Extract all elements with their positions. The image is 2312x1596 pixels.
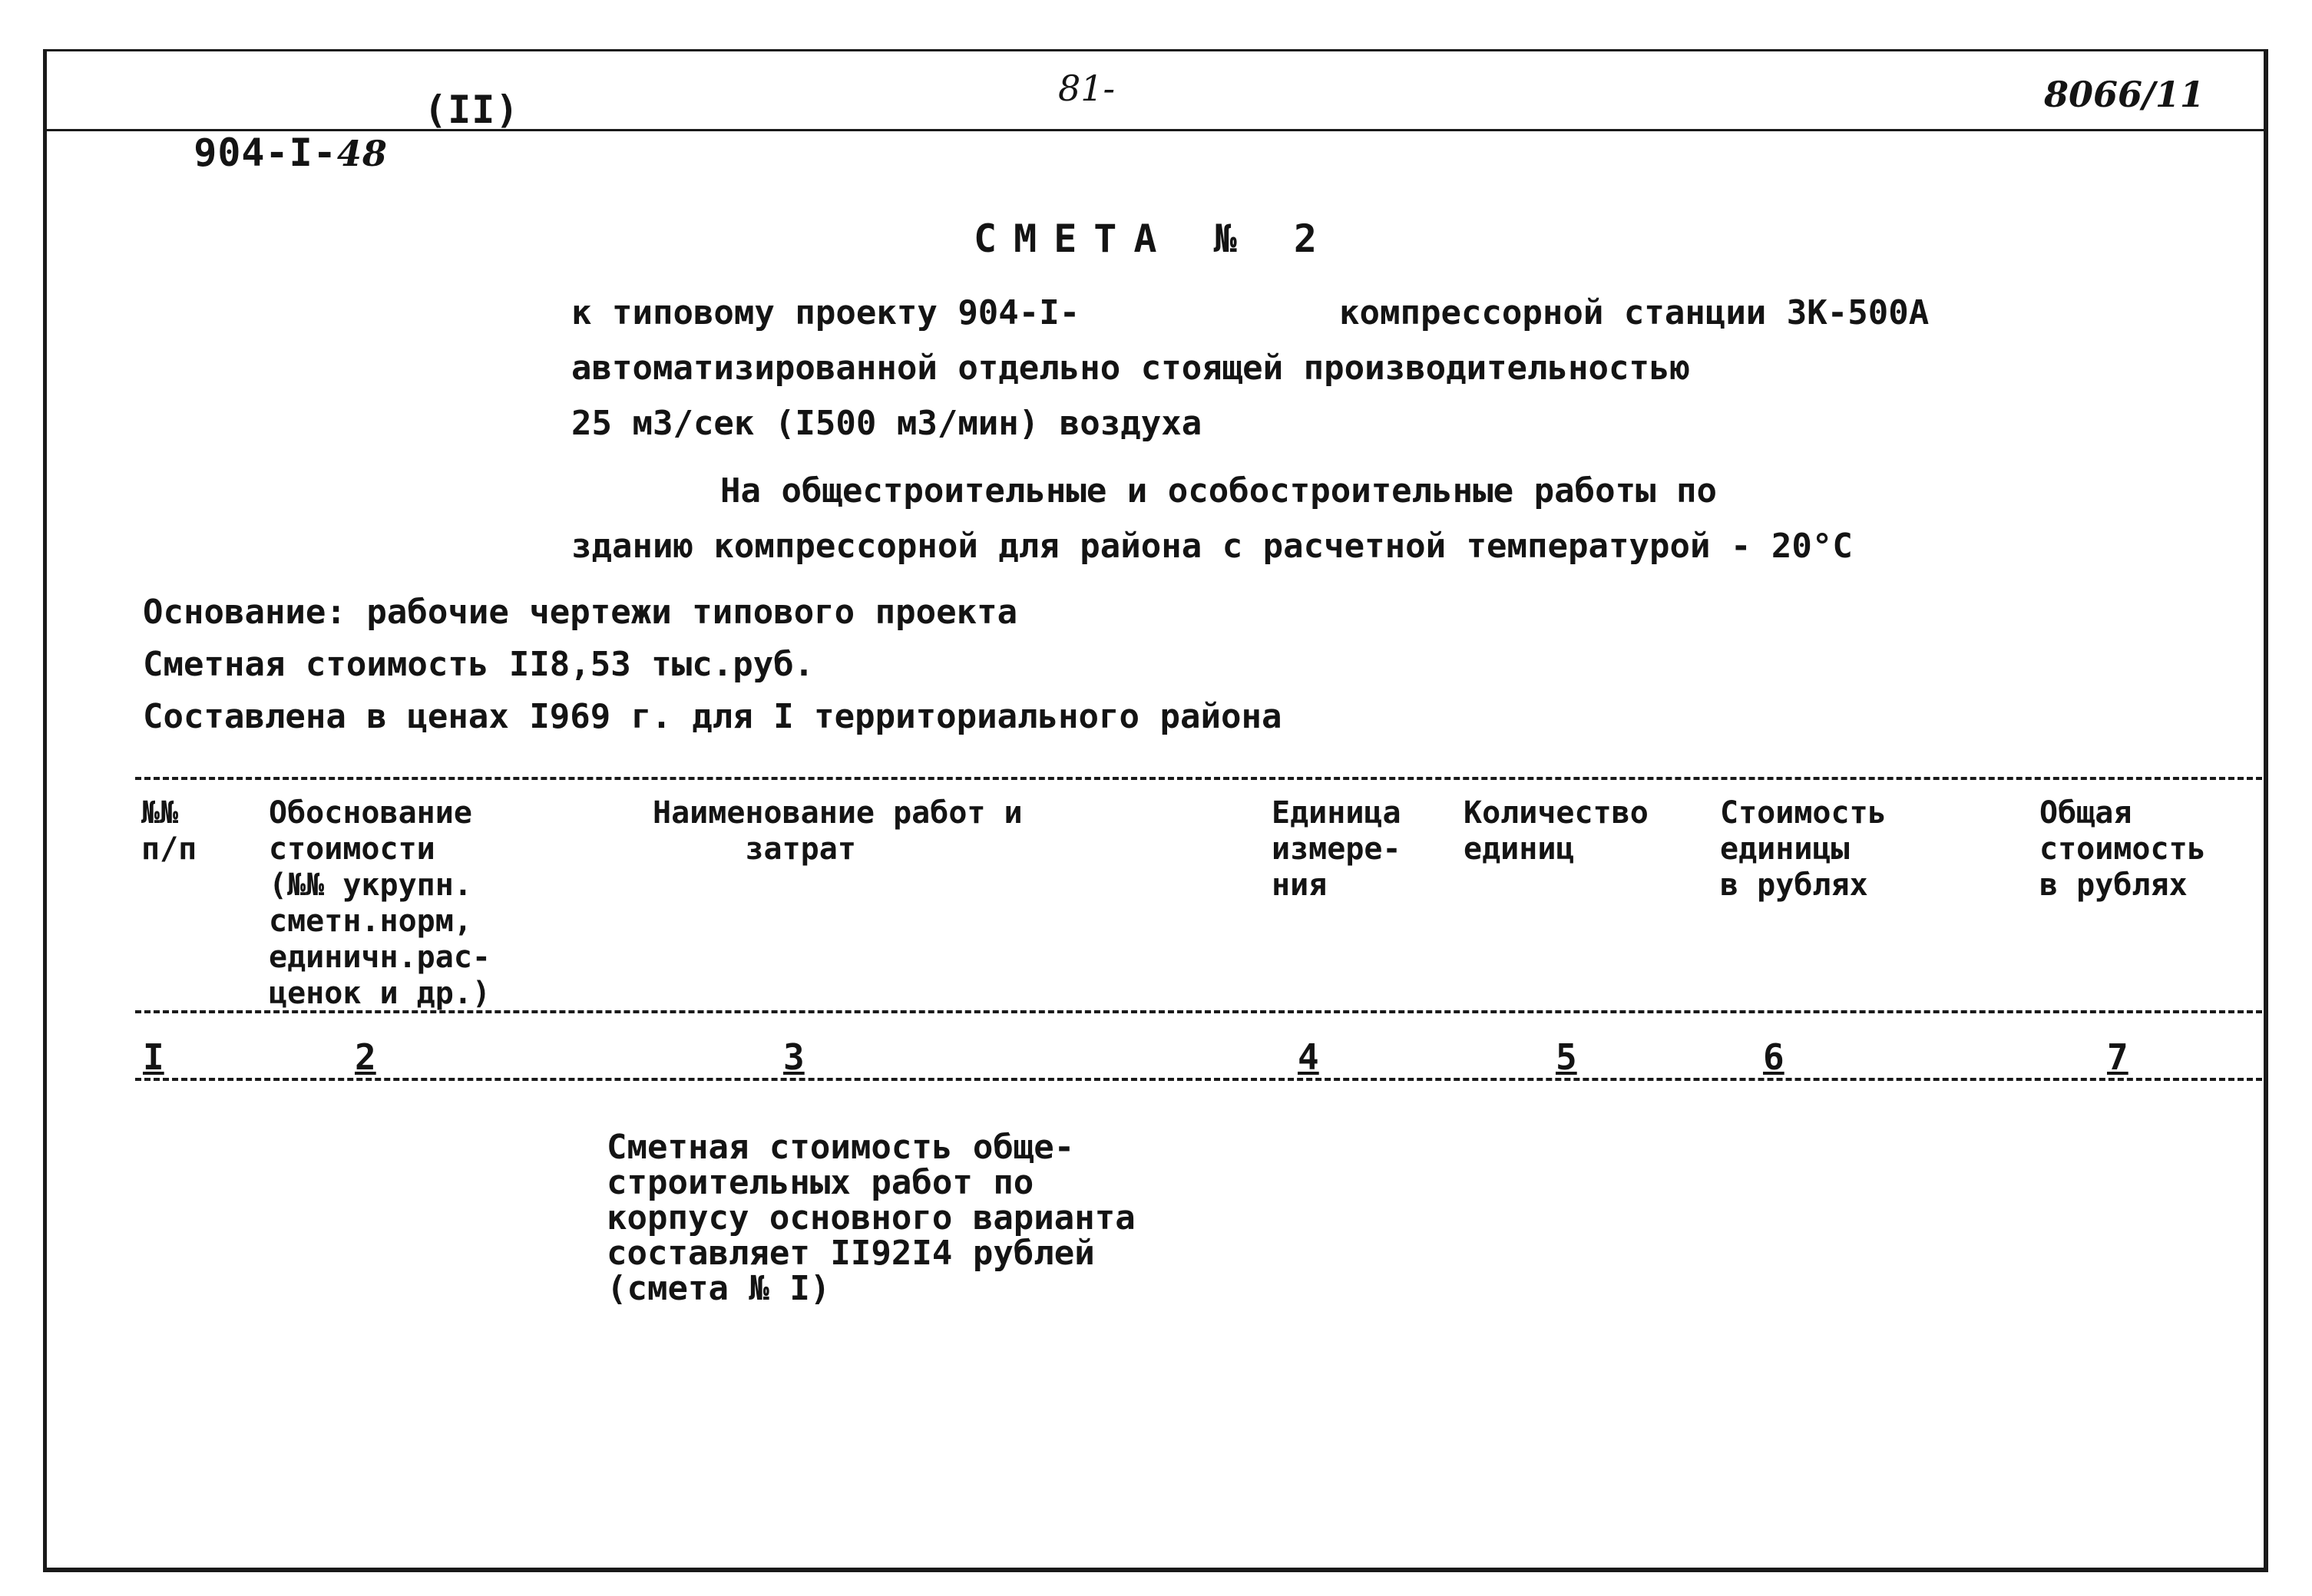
reference-handwritten: 8066/11 xyxy=(2044,74,2205,115)
column-number-7: 7 xyxy=(2107,1036,2128,1078)
doc-code-printed: 904-I- xyxy=(193,131,337,175)
table-top-rule xyxy=(135,777,2262,780)
subject-line-1a: к типовому проекту 904-I- xyxy=(571,293,1080,332)
subject-line-1b: компрессорной станции ЗК-500А xyxy=(1339,293,1930,332)
column-header-number: №№ п/п xyxy=(141,795,197,867)
column-header-unit-cost: Стоимость единицы в рублях xyxy=(1720,795,1887,903)
estimated-cost-line: Сметная стоимость II8,53 тыс.руб. xyxy=(143,645,815,684)
column-number-2: 2 xyxy=(355,1036,376,1078)
column-number-5: 5 xyxy=(1556,1036,1577,1078)
estimate-note: Сметная стоимость обще- строительных работ по корпусу основного варианта составляет II92I4 рублей (смета № I) xyxy=(607,1128,1136,1308)
prices-line: Составлена в ценах I969 г. для I территориального района xyxy=(143,697,1282,736)
column-number-1: I xyxy=(143,1036,164,1078)
table-header-rule xyxy=(135,1010,2262,1013)
column-number-3: 3 xyxy=(783,1036,805,1078)
column-header-work-name: Наименование работ и затрат xyxy=(653,795,1023,867)
basis-line: Основание: рабочие чертежи типового проекта xyxy=(143,593,1018,632)
subject-line-3: 25 м3/сек (I500 м3/мин) воздуха xyxy=(571,404,1202,443)
scope-line-1: На общестроительные и особостроительные работы по xyxy=(720,471,1718,511)
column-header-quantity: Количество единиц xyxy=(1464,795,1649,867)
table-numbering-rule xyxy=(135,1078,2262,1081)
subject-line-2: автоматизированной отдельно стоящей производительностью xyxy=(571,349,1690,388)
column-header-basis: Обоснование стоимости (№№ укрупн. сметн.норм, единичн.рас- ценок и др.) xyxy=(269,795,491,1011)
column-header-total-cost: Общая стоимость в рублях xyxy=(2039,795,2206,903)
doc-part: (II) xyxy=(424,88,520,132)
column-number-6: 6 xyxy=(1763,1036,1784,1078)
document-title: СМЕТА № 2 xyxy=(974,216,1334,261)
doc-code xyxy=(146,86,388,175)
scope-line-2: зданию компрессорной для района с расчетной температурой - 20°С xyxy=(571,527,1853,566)
doc-code-handwritten: 48 xyxy=(336,133,388,174)
page-number-handwritten: 81- xyxy=(1058,68,1116,109)
column-header-unit: Единица измере- ния xyxy=(1272,795,1401,903)
column-number-4: 4 xyxy=(1298,1036,1319,1078)
